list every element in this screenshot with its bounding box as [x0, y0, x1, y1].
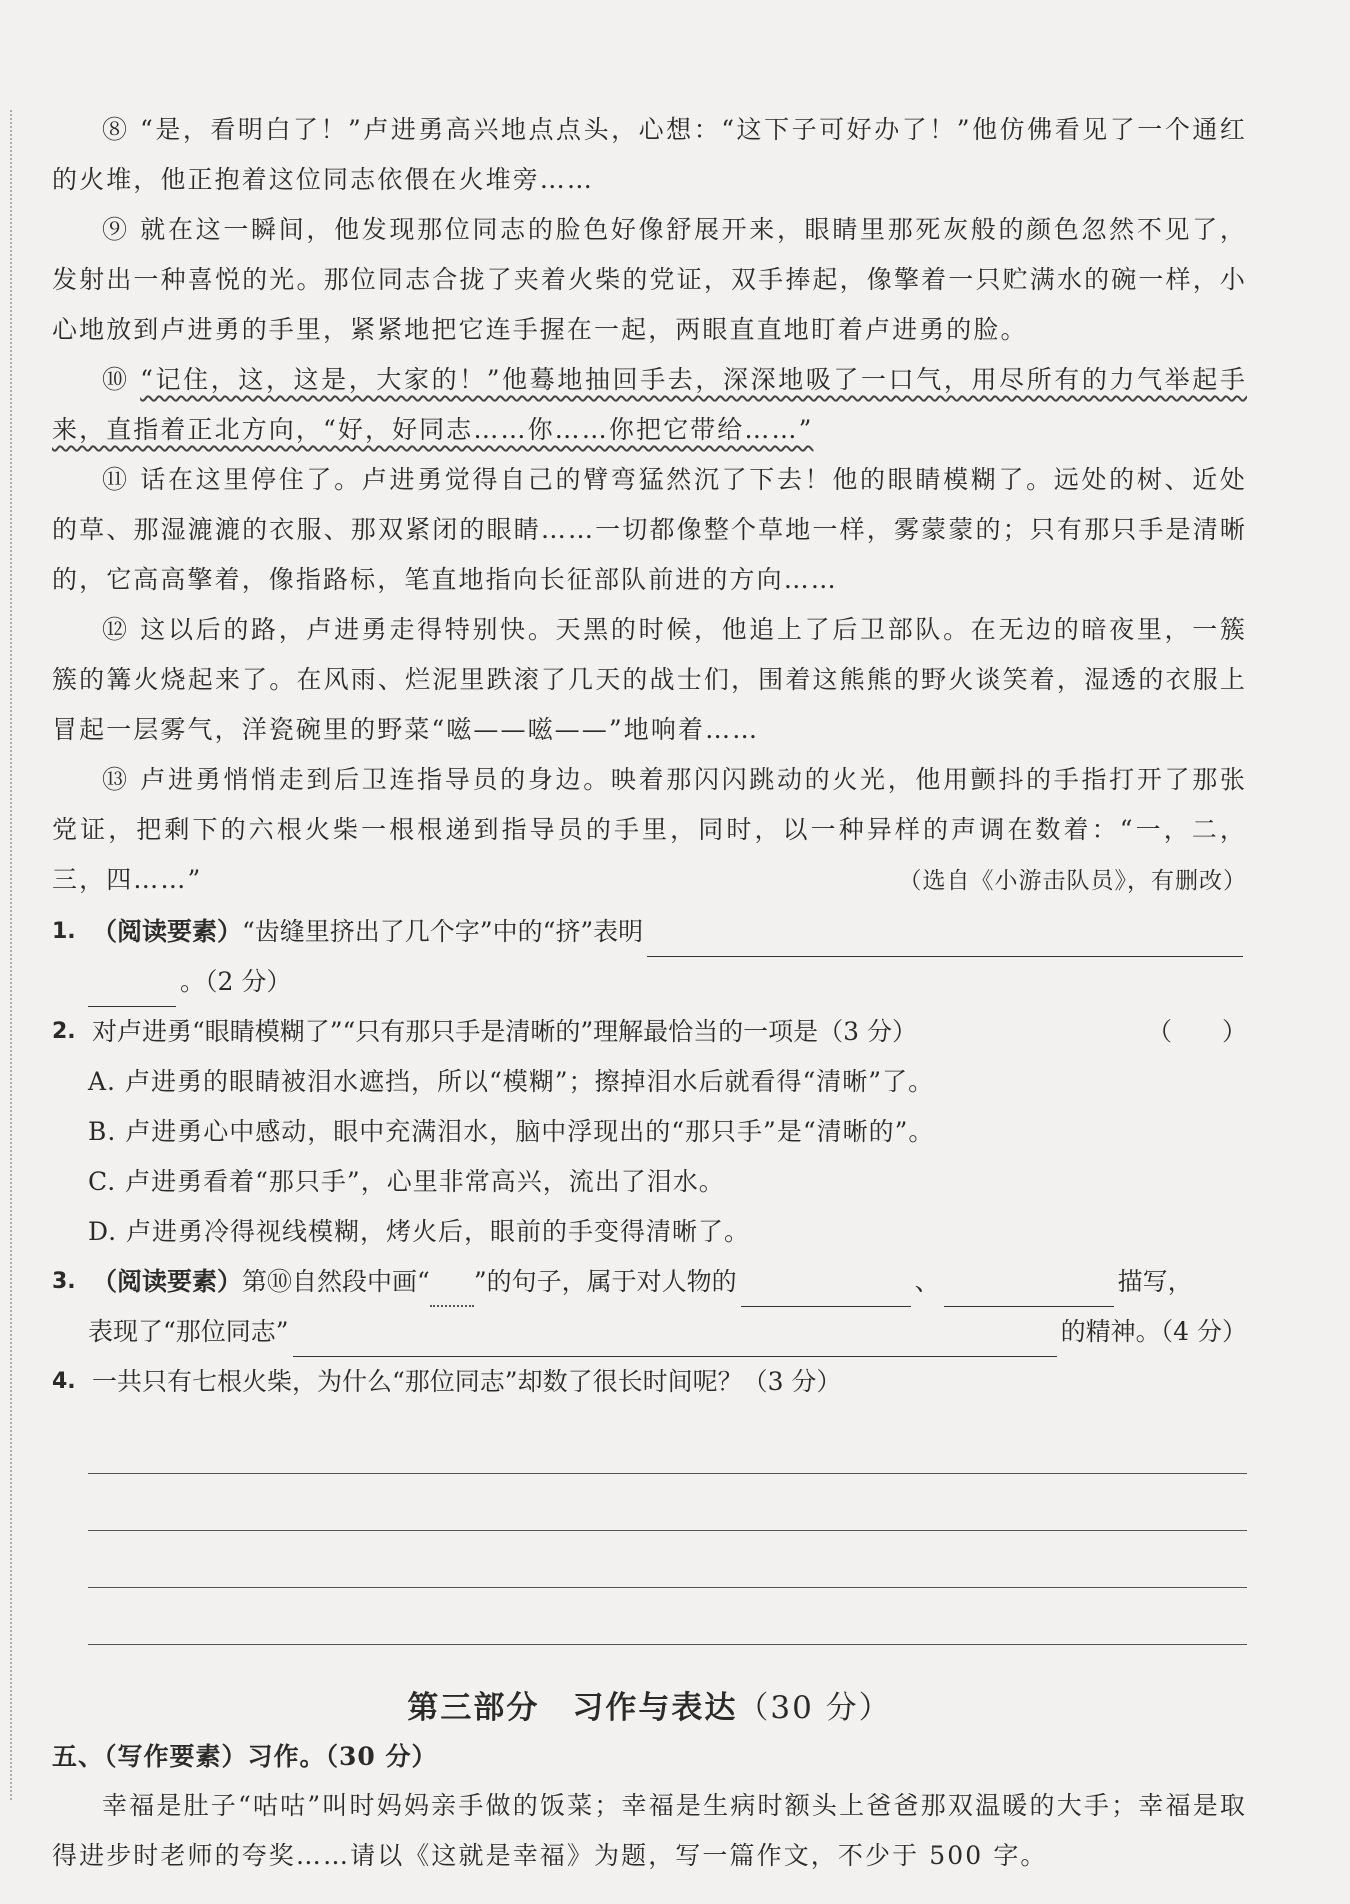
paragraph-9: ⑨ 就在这一瞬间，他发现那位同志的脸色好像舒展开来，眼睛里那死灰般的颜色忽然不见了，发射出一种喜悦的光。那位同志合拢了夹着火柴的党证，双手捧起，像擎着一只贮满水的碗一样，小心地放到卢进勇的手里，紧紧地把它连手握在一起，两眼直直地盯着卢进勇的脸。: [52, 215, 1247, 344]
answer-blank-continued[interactable]: [88, 974, 176, 1007]
answer-line[interactable]: [88, 1482, 1247, 1531]
option-b[interactable]: B. 卢进勇心中感动，眼中充满泪水，脑中浮现出的“那只手”是“清晰的”。: [88, 1117, 935, 1146]
question-number: 2.: [52, 1019, 76, 1044]
option-c[interactable]: C. 卢进勇看着“那只手”，心里非常高兴，流出了泪水。: [88, 1167, 725, 1196]
question-1: [52, 907, 1247, 1007]
answer-lines: [52, 1425, 1247, 1645]
question-2: [52, 1007, 1247, 1257]
question-number: 1.: [52, 919, 76, 944]
question-text: 对卢进勇“眼睛模糊了”“只有那只手是清晰的”理解最恰当的一项是（3 分）: [92, 1017, 917, 1046]
wavy-line-sample: [430, 1279, 474, 1307]
paragraph-8: ⑧ “是，看明白了！”卢进勇高兴地点点头，心想：“这下子可好办了！”他仿佛看见了一个通红的火堆，他正抱着这位同志依偎在火堆旁……: [52, 115, 1247, 194]
section-title-text: 第三部分 习作与表达: [407, 1690, 738, 1726]
question-number: 4.: [52, 1369, 76, 1394]
question-text-c: 描写，: [1117, 1267, 1193, 1296]
paragraph-10-number: ⑩: [102, 365, 141, 394]
section-points: （30 分）: [737, 1690, 892, 1726]
question-number: 3.: [52, 1269, 76, 1294]
source-citation: （选自《小游击队员》，有删改）: [898, 868, 1247, 894]
answer-blank-2[interactable]: [944, 1274, 1114, 1307]
answer-blank[interactable]: [647, 924, 1243, 957]
paragraph-11: ⑪ 话在这里停住了。卢进勇觉得自己的臂弯猛然沉了下去！他的眼睛模糊了。远处的树、近处的草、那湿漉漉的衣服、那双紧闭的眼睛……一切都像整个草地一样，雾蒙蒙的；只有那只手是清晰的，它高高擎着，像指路标，笔直地指向长征部队前进的方向……: [52, 465, 1247, 594]
binding-margin-line: [10, 110, 12, 1800]
question-points: 。（2 分）: [180, 967, 292, 996]
question-text-b: ”的句子，属于对人物的: [473, 1267, 737, 1296]
question-text: “齿缝里挤出了几个字”中的“挤”表明: [242, 917, 644, 946]
answer-line[interactable]: [88, 1425, 1247, 1474]
option-d[interactable]: D. 卢进勇冷得视线模糊，烤火后，眼前的手变得清晰了。: [88, 1217, 751, 1246]
question-text-a: 第⑩自然段中画“: [242, 1267, 430, 1296]
paragraph-10: [52, 355, 1247, 455]
section-three-title: [52, 1683, 1247, 1733]
answer-line[interactable]: [88, 1596, 1247, 1645]
question-line2-b: 的精神。（4 分）: [1060, 1317, 1247, 1346]
question-text: 一共只有七根火柴，为什么“那位同志”却数了很长时间呢？（3 分）: [92, 1367, 842, 1396]
writing-task-heading: 五、（写作要素）习作。（30 分）: [52, 1742, 438, 1771]
paragraph-13: ⑬ 卢进勇悄悄走到后卫连指导员的身边。映着那闪闪跳动的火光，他用颤抖的手指打开了那张党证，把剩下的六根火柴一根根递到指导员的手里，同时，以一种异样的声调在数着：“一，二，三，四……”: [52, 765, 1247, 894]
paragraph-12: ⑫ 这以后的路，卢进勇走得特别快。天黑的时候，他追上了后卫部队。在无边的暗夜里，一簇簇的篝火烧起来了。在风雨、烂泥里跌滚了几天的战士们，围着这熊熊的野火谈笑着，湿透的衣服上冒起一层雾气，洋瓷碗里的野菜“嗞——嗞——”地响着……: [52, 615, 1247, 744]
question-tag: （阅读要素）: [92, 917, 243, 946]
wavy-underlined-sentence: “记住，这，这是，大家的！”他蓦地抽回手去，深深地吸了一口气，用尽所有的力气举起手来，直指着正北方向，“好，好同志……你……你把它带给……”: [52, 365, 1247, 444]
writing-prompt: 幸福是肚子“咕咕”叫时妈妈亲手做的饭菜；幸福是生病时额头上爸爸那双温暖的大手；幸福是取得进步时老师的夸奖……请以《这就是幸福》为题，写一篇作文，不少于 500 字。: [52, 1791, 1247, 1870]
question-3: [52, 1257, 1247, 1357]
answer-parentheses[interactable]: （ ）: [1146, 1017, 1247, 1046]
answer-blank-1[interactable]: [741, 1274, 911, 1307]
question-tag: （阅读要素）: [92, 1267, 243, 1296]
separator: 、: [914, 1267, 940, 1296]
question-line2-a: 表现了“那位同志”: [88, 1317, 289, 1346]
answer-line[interactable]: [88, 1539, 1247, 1588]
worksheet-page: [52, 105, 1247, 1881]
option-a[interactable]: A. 卢进勇的眼睛被泪水遮挡，所以“模糊”；擦掉泪水后就看得“清晰”了。: [88, 1067, 935, 1096]
question-4: [52, 1357, 1247, 1645]
answer-blank-3[interactable]: [293, 1324, 1057, 1357]
